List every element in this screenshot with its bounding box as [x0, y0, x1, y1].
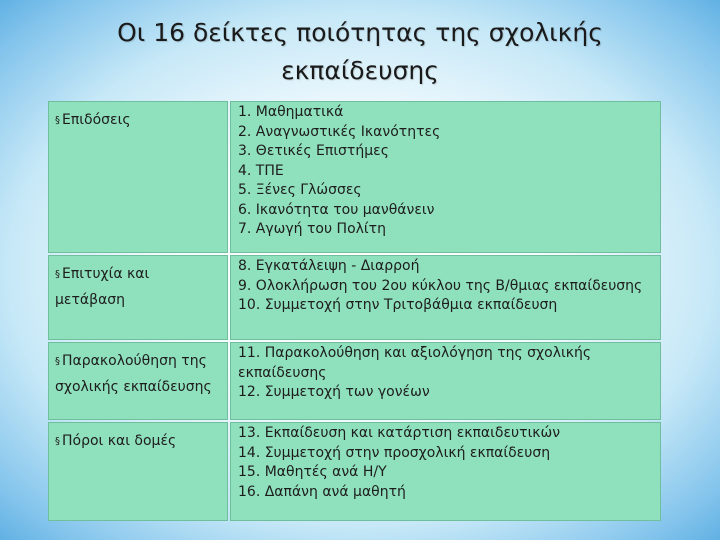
title-line-1: Οι 16 δείκτες ποιότητας της σχολικής — [117, 18, 603, 47]
indicator-item: 2. Αναγνωστικές Ικανότητες — [238, 123, 441, 140]
indicator-item: 13. Εκπαίδευση και κατάρτιση εκπαιδευτικών — [238, 425, 561, 441]
indicator-item: 12. Συμμετοχή των γονέων — [238, 384, 430, 400]
items-cell-success-transition — [230, 255, 661, 340]
indicator-item: 1. Μαθηματικά — [238, 104, 344, 120]
bullet-icon: § — [55, 269, 60, 280]
indicator-item: 14. Συμμετοχή στην προσχολική εκπαίδευση — [238, 444, 551, 461]
indicator-item: 4. ΤΠΕ — [238, 162, 284, 179]
indicator-item: 16. Δαπάνη ανά μαθητή — [238, 483, 406, 500]
category-label: Παρακολούθηση της σχολικής εκπαίδευσης — [55, 353, 212, 395]
bullet-icon: § — [55, 115, 60, 126]
indicator-item: 9. Ολοκλήρωση του 2ου κύκλου της Β/θμιας εκπαίδευσης — [238, 277, 643, 294]
items-cell-resources — [230, 422, 661, 521]
indicator-item: 3. Θετικές Επιστήμες — [238, 143, 389, 159]
indicator-item: 7. Αγωγή του Πολίτη — [238, 221, 386, 237]
category-label: Επιτυχία και μετάβαση — [55, 266, 150, 308]
category-label: Πόροι και δομές — [62, 433, 177, 449]
slide-title — [60, 14, 660, 90]
indicator-item: 5. Ξένες Γλώσσες — [238, 182, 362, 198]
indicators-table — [48, 101, 661, 515]
category-label: Επιδόσεις — [62, 112, 131, 128]
title-line-2: εκπαίδευσης — [281, 56, 439, 85]
category-cell-success-transition — [48, 255, 228, 340]
indicator-item: 8. Εγκατάλειψη - Διαρροή — [238, 258, 420, 274]
indicator-item: 11. Παρακολούθηση και αξιολόγηση της σχολικής εκπαίδευσης — [238, 345, 592, 381]
items-cell-performance — [230, 101, 661, 253]
category-cell-performance — [48, 101, 228, 253]
items-cell-monitoring — [230, 342, 661, 420]
category-cell-resources — [48, 422, 228, 521]
indicator-item: 15. Μαθητές ανά Η/Υ — [238, 464, 387, 480]
category-cell-monitoring — [48, 342, 228, 420]
bullet-icon: § — [55, 436, 60, 447]
indicator-item: 6. Ικανότητα του μανθάνειν — [238, 201, 435, 218]
bullet-icon: § — [55, 356, 60, 367]
indicator-item: 10. Συμμετοχή στην Τριτοβάθμια εκπαίδευση — [238, 297, 558, 313]
